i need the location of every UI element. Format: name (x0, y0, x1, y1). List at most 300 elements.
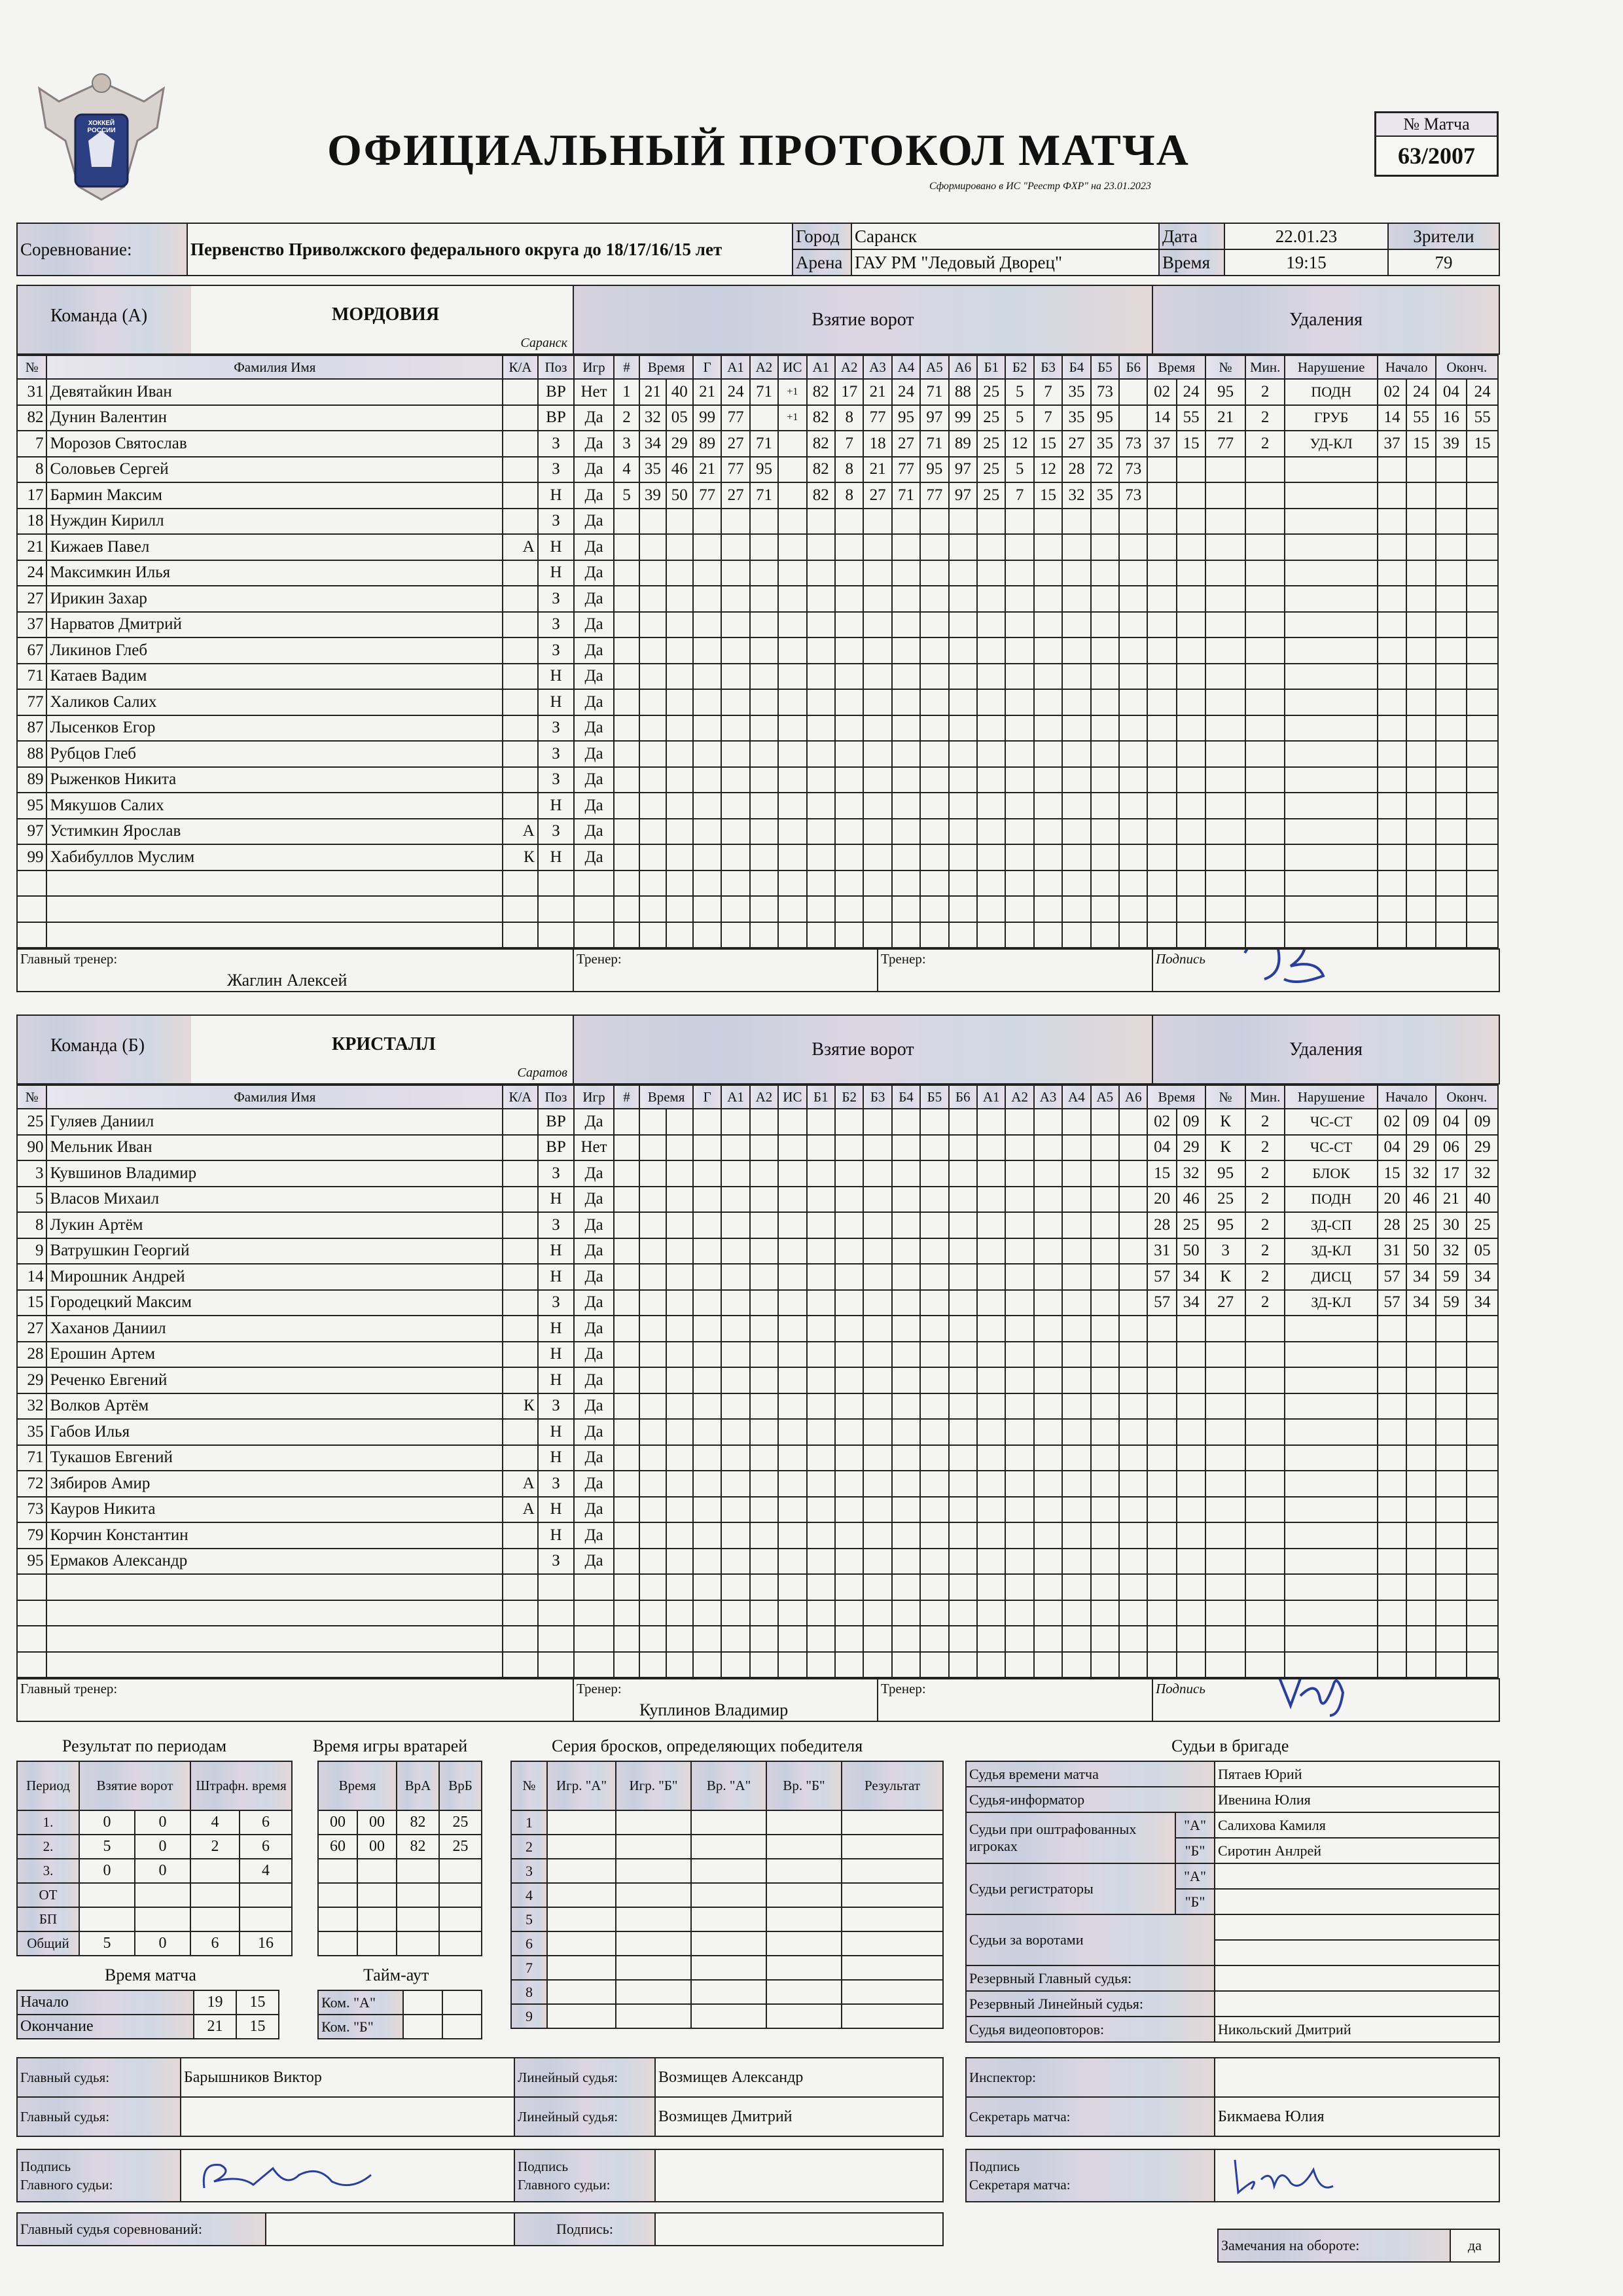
table-row (17, 1135, 1498, 1161)
goal-cell (1034, 534, 1062, 560)
goal-cell (863, 1160, 891, 1187)
goal-cell: +1 (778, 405, 806, 431)
penalty-cell: 37 (1147, 431, 1176, 457)
player-name: Дунин Валентин (46, 405, 503, 431)
table-row (17, 664, 1498, 690)
goal-cell (1091, 1652, 1119, 1678)
goal-cell: 12 (1034, 457, 1062, 483)
goal-cell (778, 1238, 806, 1265)
player-played: Да (574, 1290, 614, 1316)
penalty-cell (1205, 741, 1245, 767)
player-role (503, 1238, 538, 1265)
shootout-cell (616, 1859, 691, 1883)
shootout-col-4: Вр. "Б" (766, 1761, 842, 1810)
penalty-cell: 34 (1177, 1264, 1205, 1290)
goal-cell (920, 1342, 948, 1368)
goal-cell: 35 (639, 457, 666, 483)
goal-cell: 77 (721, 405, 749, 431)
goal-cell (920, 560, 948, 586)
table-row (17, 379, 1498, 405)
goal-cell (1034, 1316, 1062, 1342)
goal-cell (863, 844, 891, 870)
goal-cell: 32 (1062, 482, 1090, 509)
goal-cell (920, 870, 948, 897)
penalty-cell (1436, 1522, 1467, 1549)
penalty-cell (1378, 664, 1406, 690)
player-role (503, 1419, 538, 1445)
player-name: Власов Михаил (46, 1187, 503, 1213)
penalty-cell: 2 (1245, 1290, 1285, 1316)
shootout-row-number: 9 (511, 2004, 547, 2028)
penalty-cell (1147, 1471, 1176, 1497)
team-a-goal-col-no: # (614, 355, 639, 379)
team-b-coaches (16, 1678, 1500, 1722)
goal-cell (1034, 1419, 1062, 1445)
match-start-label: Начало (17, 1990, 194, 2015)
time-value: 19:15 (1224, 249, 1388, 276)
player-position (538, 1600, 575, 1626)
penalty-cell: 28 (1147, 1212, 1176, 1238)
goal-cell (721, 715, 749, 742)
table-row (17, 767, 1498, 793)
penalty-cell (1285, 689, 1377, 715)
player-name (46, 1574, 503, 1600)
penalty-cell (1467, 922, 1498, 948)
official-team: "Б" (1175, 1889, 1215, 1914)
goal-cell (614, 1445, 639, 1471)
goal-cell (807, 793, 835, 819)
goal-cell (693, 793, 721, 819)
penalty-cell (1406, 1445, 1435, 1471)
player-position: З (538, 741, 575, 767)
penalty-cell: 17 (1436, 1160, 1467, 1187)
goal-cell (1091, 870, 1119, 897)
penalty-cell (1177, 1626, 1205, 1652)
goal-cell (835, 715, 863, 742)
penalty-cell: 29 (1467, 1135, 1498, 1161)
goal-cell (750, 715, 778, 742)
penalty-cell (1245, 844, 1285, 870)
goal-cell (1005, 1419, 1033, 1445)
shootout-cell (547, 1810, 616, 1835)
goal-cell (807, 1187, 835, 1213)
penalty-cell: 77 (1205, 431, 1245, 457)
timeout-table (317, 1990, 482, 2039)
match-end-minute: 15 (236, 2015, 279, 2039)
player-position: ВР (538, 405, 575, 431)
penalty-cell (1147, 1367, 1176, 1393)
table-row (17, 1238, 1498, 1265)
shootout-cell (842, 1980, 943, 2004)
penalty-cell: 34 (1177, 1290, 1205, 1316)
goal-cell (1062, 1626, 1090, 1652)
team-b-goal-col-9: Б6 (949, 1085, 977, 1109)
penalty-cell: 2 (1245, 1212, 1285, 1238)
goal-cell (949, 715, 977, 742)
penalty-cell (1177, 767, 1205, 793)
goal-cell (614, 870, 639, 897)
penalty-cell (1436, 1497, 1467, 1523)
goal-cell: 97 (949, 482, 977, 509)
penalty-cell (1245, 612, 1285, 638)
penalty-cell: 2 (1245, 1160, 1285, 1187)
goal-cell (1091, 1367, 1119, 1393)
penalty-cell (1467, 1419, 1498, 1445)
goal-cell (639, 1264, 666, 1290)
goal-cell (666, 793, 693, 819)
player-position: Н (538, 1522, 575, 1549)
team-a-goal-col-0: Г (693, 355, 721, 379)
goal-cell (639, 689, 666, 715)
period-cell (79, 1883, 135, 1907)
player-role (503, 1600, 538, 1626)
goal-cell (1062, 1445, 1090, 1471)
team-a-goal-col-8: А5 (920, 355, 948, 379)
penalty-cell (1285, 1316, 1377, 1342)
goal-cell (721, 560, 749, 586)
penalty-cell (1177, 509, 1205, 535)
goal-cell (892, 1445, 920, 1471)
competition-ref-label: Главный судья соревнований: (17, 2213, 266, 2246)
penalty-cell (1285, 767, 1377, 793)
goalie-cell: 00 (318, 1810, 357, 1835)
shootout-cell (842, 1956, 943, 1980)
player-name: Ирикин Захар (46, 586, 503, 612)
player-number (17, 896, 46, 922)
goal-cell (920, 689, 948, 715)
goal-cell: 71 (892, 482, 920, 509)
goal-cell: 7 (1034, 405, 1062, 431)
goal-cell (750, 1367, 778, 1393)
match-start-minute: 15 (236, 1990, 279, 2015)
penalty-cell (1245, 689, 1285, 715)
goal-cell: 97 (949, 457, 977, 483)
goal-cell (750, 1497, 778, 1523)
penalty-cell: 46 (1406, 1187, 1435, 1213)
penalty-cell (1177, 1574, 1205, 1600)
penalty-cell (1245, 637, 1285, 664)
goal-cell: 99 (949, 405, 977, 431)
goal-cell: 7 (835, 431, 863, 457)
goal-cell (721, 1316, 749, 1342)
goal-cell (977, 1290, 1005, 1316)
player-position: З (538, 819, 575, 845)
team-a-col-no: № (17, 355, 46, 379)
goal-cell (977, 715, 1005, 742)
goal-cell (1062, 1109, 1090, 1135)
table-row (17, 1549, 1498, 1575)
shootout-cell (616, 1980, 691, 2004)
shootout-cell (766, 1835, 842, 1859)
goal-cell (977, 870, 1005, 897)
main-ref-signature-label: Подпись Главного судьи: (17, 2149, 181, 2202)
goal-cell (1005, 1626, 1033, 1652)
player-played: Да (574, 1212, 614, 1238)
goal-cell (1062, 1471, 1090, 1497)
team-b-col-ka: К/А (503, 1085, 538, 1109)
penalty-cell: 24 (1467, 379, 1498, 405)
inspector-label: Инспектор: (966, 2058, 1215, 2097)
team-b-head-coach-label: Главный тренер: (20, 1681, 118, 1696)
player-position: Н (538, 1367, 575, 1393)
penalty-cell (1285, 1652, 1377, 1678)
official-name (1215, 1889, 1499, 1914)
goal-cell (1091, 1626, 1119, 1652)
goal-cell (693, 1626, 721, 1652)
penalty-cell (1378, 1522, 1406, 1549)
goal-cell: 95 (1091, 405, 1119, 431)
goal-cell (920, 1135, 948, 1161)
goalie-cell: 00 (357, 1810, 397, 1835)
goal-cell (863, 509, 891, 535)
penalty-cell: 02 (1378, 1109, 1406, 1135)
player-name (46, 870, 503, 897)
goal-cell (614, 741, 639, 767)
goal-cell (835, 1109, 863, 1135)
goal-cell (778, 612, 806, 638)
player-name (46, 1626, 503, 1652)
player-position: Н (538, 1445, 575, 1471)
player-number: 77 (17, 689, 46, 715)
goal-cell (666, 1316, 693, 1342)
penalty-cell (1378, 1393, 1406, 1420)
goalie-cell (397, 1883, 439, 1907)
penalty-cell (1147, 1549, 1176, 1575)
penalty-cell (1406, 922, 1435, 948)
main-ref-label-1: Главный судья: (17, 2058, 181, 2097)
goal-cell (750, 664, 778, 690)
penalty-cell (1467, 664, 1498, 690)
period-cell: 5 (79, 1931, 135, 1956)
goal-cell (949, 1497, 977, 1523)
goal-cell (1119, 1109, 1147, 1135)
table-row (17, 1497, 1498, 1523)
shootout-cell (766, 1956, 842, 1980)
goal-cell (1062, 1419, 1090, 1445)
team-a-goals-title: Взятие ворот (573, 285, 1152, 354)
penalty-cell (1285, 1342, 1377, 1368)
shootout-row-number: 1 (511, 1810, 547, 1835)
goal-cell (666, 1290, 693, 1316)
official-name: Ивенина Юлия (1215, 1787, 1499, 1812)
goal-cell (949, 1316, 977, 1342)
penalty-cell: 34 (1406, 1264, 1435, 1290)
match-end-label: Окончание (17, 2015, 194, 2039)
goal-cell (1034, 586, 1062, 612)
penalty-cell: 06 (1436, 1135, 1467, 1161)
goal-cell (778, 1574, 806, 1600)
goal-cell (807, 560, 835, 586)
player-name: Городецкий Максим (46, 1290, 503, 1316)
player-played (574, 1652, 614, 1678)
goal-cell (1062, 1264, 1090, 1290)
goal-cell (863, 1445, 891, 1471)
goal-cell (807, 1626, 835, 1652)
goal-cell (639, 1549, 666, 1575)
player-name: Халиков Салих (46, 689, 503, 715)
goal-cell (977, 1187, 1005, 1213)
penalty-cell (1467, 1497, 1498, 1523)
player-number: 28 (17, 1342, 46, 1368)
goal-cell: 29 (666, 431, 693, 457)
penalty-cell (1406, 767, 1435, 793)
table-row (17, 715, 1498, 742)
goal-cell: 25 (977, 431, 1005, 457)
goal-cell (1091, 715, 1119, 742)
goal-cell: 5 (1005, 457, 1033, 483)
goal-cell (614, 1135, 639, 1161)
team-a-pen-col-start: Начало (1378, 355, 1436, 379)
penalty-cell (1378, 612, 1406, 638)
penalty-cell: 2 (1245, 405, 1285, 431)
goal-cell (892, 612, 920, 638)
player-role (503, 1342, 538, 1368)
goal-cell (1062, 844, 1090, 870)
penalty-cell (1406, 870, 1435, 897)
goal-cell (666, 1109, 693, 1135)
penalty-cell (1147, 819, 1176, 845)
player-number: 8 (17, 1212, 46, 1238)
remarks-table (1217, 2229, 1500, 2263)
table-row (17, 793, 1498, 819)
goal-cell (721, 844, 749, 870)
team-a-city: Саранск (520, 336, 567, 350)
goal-cell (807, 1419, 835, 1445)
penalty-cell (1245, 586, 1285, 612)
penalty-cell: 20 (1378, 1187, 1406, 1213)
goal-cell (977, 1238, 1005, 1265)
player-name: Морозов Святослав (46, 431, 503, 457)
goal-cell (977, 896, 1005, 922)
goal-cell (1119, 1160, 1147, 1187)
player-played: Да (574, 1187, 614, 1213)
penalty-cell: 02 (1147, 379, 1176, 405)
goal-cell (778, 793, 806, 819)
goalie-cell (357, 1931, 397, 1956)
goal-cell (1119, 1187, 1147, 1213)
goal-cell (666, 922, 693, 948)
penalty-cell (1285, 482, 1377, 509)
player-played: Да (574, 1109, 614, 1135)
logo-text: ХОККЕЙ РОССИИ (87, 120, 116, 134)
penalty-cell (1205, 793, 1245, 819)
goal-cell: 7 (1005, 482, 1033, 509)
goal-cell (750, 1574, 778, 1600)
goal-cell (1119, 1264, 1147, 1290)
penalty-cell (1285, 509, 1377, 535)
goal-cell (1034, 637, 1062, 664)
player-role (503, 1626, 538, 1652)
goal-cell (835, 1445, 863, 1471)
goal-cell (666, 1497, 693, 1523)
penalty-cell (1378, 819, 1406, 845)
penalty-cell: 34 (1467, 1290, 1498, 1316)
player-position: З (538, 1393, 575, 1420)
goal-cell (721, 1238, 749, 1265)
penalty-cell (1285, 1393, 1377, 1420)
shootout-cell (842, 1859, 943, 1883)
penalty-cell (1147, 1626, 1176, 1652)
goal-cell (1091, 560, 1119, 586)
goal-cell (949, 586, 977, 612)
penalty-cell: 16 (1436, 405, 1467, 431)
player-number: 71 (17, 1445, 46, 1471)
shootout-cell (691, 1907, 766, 1931)
player-number: 5 (17, 1187, 46, 1213)
player-number (17, 1626, 46, 1652)
goal-cell (693, 870, 721, 897)
goal-cell (920, 534, 948, 560)
goal-cell (892, 793, 920, 819)
penalty-cell (1147, 637, 1176, 664)
penalty-cell (1177, 1600, 1205, 1626)
goal-cell (1005, 1497, 1033, 1523)
goal-cell (1091, 1135, 1119, 1161)
player-position: З (538, 1290, 575, 1316)
penalty-cell (1406, 1497, 1435, 1523)
penalty-cell (1285, 1574, 1377, 1600)
goal-cell (863, 1393, 891, 1420)
goal-cell: 71 (750, 431, 778, 457)
period-cell (240, 1907, 292, 1931)
goal-cell (1062, 922, 1090, 948)
penalty-cell: ПОДН (1285, 379, 1377, 405)
goal-cell (750, 1342, 778, 1368)
penalty-cell (1406, 534, 1435, 560)
goal-cell (721, 1419, 749, 1445)
goal-cell (807, 1238, 835, 1265)
goal-cell (666, 586, 693, 612)
arena-value: ГАУ РМ "Ледовый Дворец" (851, 249, 1159, 276)
penalty-cell (1406, 1342, 1435, 1368)
penalty-cell (1245, 1549, 1285, 1575)
penalty-cell (1285, 1626, 1377, 1652)
player-played: Да (574, 586, 614, 612)
shootout-cell (766, 1883, 842, 1907)
table-row (17, 1212, 1498, 1238)
penalty-cell (1378, 457, 1406, 483)
goal-cell (863, 1497, 891, 1523)
official-role: Судьи при оштрафованных игроках (966, 1812, 1175, 1863)
penalty-cell (1467, 741, 1498, 767)
goal-cell (1062, 1290, 1090, 1316)
goal-cell (863, 560, 891, 586)
penalty-cell (1205, 637, 1245, 664)
goal-cell (863, 1290, 891, 1316)
penalty-cell (1147, 1342, 1176, 1368)
period-cell: 1. (17, 1810, 79, 1835)
goal-cell (750, 922, 778, 948)
shootout-cell (547, 1859, 616, 1883)
player-played: Да (574, 1264, 614, 1290)
goal-cell (693, 1187, 721, 1213)
date-value: 22.01.23 (1224, 223, 1388, 249)
goal-cell (1091, 1109, 1119, 1135)
player-played: Да (574, 431, 614, 457)
penalty-cell (1467, 767, 1498, 793)
goal-cell (639, 741, 666, 767)
goal-cell (863, 1600, 891, 1626)
team-b-header (16, 1014, 1500, 1085)
player-role (503, 922, 538, 948)
goal-cell: 89 (949, 431, 977, 457)
team-b-pen-col-start: Начало (1378, 1085, 1436, 1109)
goal-cell (835, 1238, 863, 1265)
referees-table (16, 2057, 944, 2137)
goal-cell (1005, 1109, 1033, 1135)
player-name: Ватрушкин Георгий (46, 1238, 503, 1265)
goal-cell (1119, 741, 1147, 767)
